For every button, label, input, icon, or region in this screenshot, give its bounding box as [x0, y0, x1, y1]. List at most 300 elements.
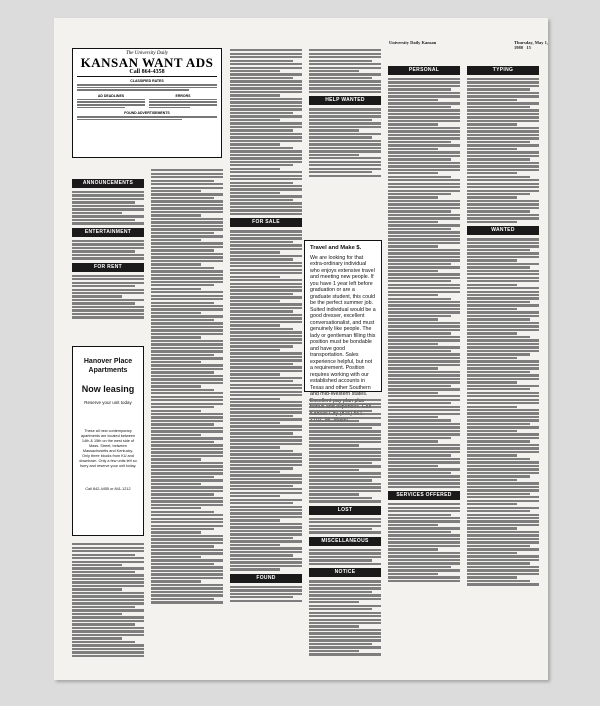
classified-text-line [72, 198, 144, 200]
classified-text-line [72, 278, 144, 280]
classified-text-line [230, 432, 293, 434]
classified-text-line [230, 289, 302, 291]
classified-text-line [388, 228, 451, 230]
classified-text-line [230, 460, 302, 462]
classified-text-line [151, 437, 223, 439]
classified-text-line [388, 304, 460, 306]
classified-text-line [309, 147, 381, 149]
classified-text-line [388, 186, 460, 188]
classified-text-line [230, 530, 302, 532]
classified-text-line [467, 517, 539, 519]
classified-text-line [230, 119, 280, 121]
classified-text-line [151, 538, 223, 540]
col2-listings [151, 168, 223, 605]
classified-text-line [151, 225, 223, 227]
classified-text-line [151, 207, 223, 209]
classified-text-line [151, 566, 223, 568]
classified-text-line [388, 301, 460, 303]
classified-text-line [230, 251, 280, 253]
classified-text-line [230, 439, 302, 441]
classified-text-line [309, 451, 381, 453]
classified-text-line [388, 545, 460, 547]
classified-text-line [467, 179, 539, 181]
classified-text-line [230, 91, 302, 93]
classified-text-line [388, 263, 451, 265]
classified-text-line [230, 488, 302, 490]
classified-text-line [388, 475, 460, 477]
classified-text-line [388, 548, 438, 550]
classified-text-line [151, 577, 223, 579]
classified-text-line [388, 106, 451, 108]
classified-text-line [151, 413, 223, 415]
section-found: FOUND [230, 574, 302, 583]
classified-text-line [230, 523, 302, 525]
classified-text-line [309, 646, 381, 648]
classified-text-line [467, 500, 539, 502]
classified-text-line [230, 262, 302, 264]
classified-text-line [388, 367, 438, 369]
classified-text-line [230, 241, 293, 243]
classified-text-line [467, 172, 517, 174]
classified-text-line [388, 413, 460, 415]
classified-text-line [388, 440, 438, 442]
classified-text-line [467, 346, 539, 348]
classified-text-line [467, 360, 539, 362]
classified-text-line [388, 444, 460, 446]
classified-text-line [388, 169, 460, 171]
classified-text-line [230, 464, 302, 466]
classified-text-line [151, 507, 201, 509]
classified-text-line [151, 270, 223, 272]
classified-text-line [388, 562, 460, 564]
classified-text-line [467, 210, 530, 212]
classified-text-line [230, 192, 280, 194]
classified-text-line [151, 378, 223, 380]
classified-text-line [388, 134, 460, 136]
classified-text-line [309, 653, 381, 655]
classified-text-line [72, 592, 144, 594]
classified-text-line [309, 525, 381, 527]
classified-text-line [72, 292, 144, 294]
classified-text-line [72, 595, 144, 597]
classified-text-line [388, 402, 451, 404]
classified-text-line [388, 329, 460, 331]
classified-text-line [467, 531, 539, 533]
classified-text-line [467, 106, 530, 108]
classified-text-line [230, 283, 302, 285]
classified-text-line [72, 240, 144, 242]
classified-text-line [388, 423, 460, 425]
classified-text-line [467, 315, 539, 317]
classified-text-line [72, 550, 144, 552]
classified-text-line [467, 402, 539, 404]
classified-text-line [151, 469, 223, 471]
classified-text-line [72, 247, 144, 249]
classified-text-line [388, 527, 460, 529]
classified-text-line [151, 200, 223, 202]
classified-text-line [309, 115, 381, 117]
classified-text-line [309, 126, 381, 128]
classified-text-line [230, 60, 293, 62]
classified-text-line [151, 389, 214, 391]
classified-text-line [230, 443, 302, 445]
classified-text-line [467, 534, 539, 536]
classified-text-line [467, 144, 539, 146]
classified-text-line [467, 249, 530, 251]
classified-text-line [72, 613, 122, 615]
classified-text-line [388, 406, 460, 408]
hanover-title: Hanover Place Apartments [83, 358, 133, 374]
classified-text-line [230, 408, 302, 410]
classified-text-line [388, 245, 438, 247]
classified-text-line [467, 190, 539, 192]
classified-text-line [388, 308, 460, 310]
classified-text-line [151, 549, 223, 551]
classified-text-line [388, 249, 460, 251]
classified-text-line [151, 173, 223, 175]
hanover-now-leasing: Now leasing [81, 384, 135, 394]
classified-text-line [72, 212, 122, 214]
classified-text-line [72, 599, 144, 601]
classified-text-line [388, 392, 438, 394]
classified-text-line [309, 612, 381, 614]
classified-text-line [467, 433, 539, 435]
classified-text-line [72, 581, 144, 583]
classified-text-line [467, 357, 517, 359]
classified-text-line [230, 321, 302, 323]
classified-text-line [388, 200, 460, 202]
classified-text-line [467, 514, 539, 516]
classified-text-line [388, 176, 451, 178]
classified-text-line [467, 203, 539, 205]
classified-text-line [467, 148, 517, 150]
classified-text-line [388, 576, 460, 578]
classified-text-line [388, 339, 460, 341]
classified-text-line [309, 500, 381, 502]
classified-text-line [388, 360, 460, 362]
classified-text-line [388, 165, 460, 167]
classified-text-line [309, 643, 372, 645]
masthead-university: The University Daily [126, 51, 168, 56]
classified-text-line [230, 418, 302, 420]
classified-text-line [467, 465, 539, 467]
classified-text-line [151, 448, 223, 450]
classified-text-line [388, 538, 460, 540]
classified-text-line [151, 343, 223, 345]
classified-text-line [151, 584, 223, 586]
section-entertainment: ENTERTAINMENT [72, 228, 144, 237]
classified-text-line [467, 109, 539, 111]
classified-text-line [309, 486, 381, 488]
classified-text-line [309, 559, 372, 561]
classified-text-line [388, 144, 460, 146]
classified-text-line [309, 448, 381, 450]
classified-text-line [72, 316, 144, 318]
classified-text-line [467, 381, 517, 383]
classified-text-line [467, 137, 539, 139]
classified-text-line [151, 458, 201, 460]
classified-text-line [388, 346, 460, 348]
classified-text-line [230, 108, 302, 110]
classified-text-line [230, 349, 280, 351]
classified-text-line [467, 291, 539, 293]
classified-text-line [230, 199, 293, 201]
classified-text-line [388, 343, 438, 345]
classified-text-line [309, 423, 381, 425]
classified-text-line [151, 521, 223, 523]
classified-text-line [467, 419, 539, 421]
classified-text-line [309, 119, 372, 121]
classified-text-line [309, 122, 381, 124]
classified-text-line [72, 623, 135, 625]
classified-text-line [151, 594, 223, 596]
classified-text-line [230, 154, 302, 156]
classified-text-line [309, 140, 381, 142]
classified-text-line [151, 465, 223, 467]
classified-text-line [151, 235, 223, 237]
classified-text-line [309, 619, 381, 621]
classified-text-line [72, 547, 144, 549]
classified-text-line [309, 497, 372, 499]
classified-text-line [230, 474, 302, 476]
classified-text-line [151, 239, 201, 241]
classified-text-line [151, 197, 214, 199]
classified-text-line [230, 209, 302, 211]
classified-text-line [467, 423, 530, 425]
classified-text-line [230, 161, 302, 163]
classified-text-line [309, 476, 381, 478]
classified-text-line [467, 252, 539, 254]
classified-text-line [467, 151, 539, 153]
classified-text-line [467, 545, 530, 547]
classified-text-line [388, 85, 460, 87]
classified-text-line [388, 113, 460, 115]
classified-text-line [151, 305, 223, 307]
classified-text-line [72, 313, 144, 315]
classified-text-line [467, 127, 539, 129]
hanover-place-ad [72, 346, 144, 536]
classified-text-line [72, 306, 144, 308]
classified-text-line [388, 266, 460, 268]
rates-table [77, 84, 217, 91]
classified-text-line [230, 422, 280, 424]
classified-text-line [467, 520, 539, 522]
classified-text-line [230, 234, 302, 236]
classified-text-line [388, 120, 460, 122]
classified-text-line [309, 77, 372, 79]
classified-text-line [151, 347, 223, 349]
classified-text-line [230, 140, 302, 142]
classified-text-line [467, 399, 539, 401]
section-personal: PERSONAL [388, 66, 460, 75]
classified-text-line [72, 250, 135, 252]
classified-text-line [467, 200, 539, 202]
classified-text-line [388, 193, 451, 195]
section-help-wanted: HELP WANTED [309, 96, 381, 105]
classified-text-line [309, 80, 381, 82]
classified-text-line [309, 605, 381, 607]
classified-text-line [230, 492, 302, 494]
classified-text-line [467, 116, 539, 118]
classified-text-line [309, 129, 359, 131]
classified-text-line [230, 310, 293, 312]
classified-text-line [467, 196, 517, 198]
classified-text-line [230, 551, 302, 553]
classified-text-line [72, 543, 144, 545]
section-lost: LOST [309, 506, 381, 515]
classified-text-line [467, 308, 517, 310]
classified-text-line [151, 420, 223, 422]
classified-text-line [151, 392, 223, 394]
classified-text-line [151, 587, 223, 589]
classified-text-line [151, 232, 214, 234]
classified-text-line [467, 186, 539, 188]
classified-text-line [151, 263, 201, 265]
classified-text-line [230, 168, 280, 170]
classified-text-line [467, 510, 530, 512]
classified-text-line [230, 366, 302, 368]
classified-text-line [467, 388, 530, 390]
classified-text-line [230, 384, 302, 386]
classified-text-line [230, 387, 302, 389]
classified-text-line [151, 472, 223, 474]
classified-text-line [388, 207, 460, 209]
classified-text-line [388, 503, 460, 505]
classified-text-line [388, 472, 451, 474]
classified-text-line [230, 404, 302, 406]
classified-text-line [230, 533, 302, 535]
classified-text-line [388, 371, 460, 373]
hanover-reserve: Reserve your unit today [84, 400, 132, 405]
classified-text-line [467, 475, 530, 477]
classified-text-line [230, 457, 302, 459]
classified-text-line [72, 588, 122, 590]
classified-text-line [72, 651, 144, 653]
classified-text-line [467, 503, 517, 505]
classified-text-line [230, 279, 302, 281]
section-announcements: ANNOUNCEMENTS [72, 179, 144, 188]
classified-text-line [467, 238, 539, 240]
classified-text-line [309, 598, 381, 600]
classified-text-line [230, 230, 302, 232]
classified-text-line [230, 272, 302, 274]
section-for-sale: FOR SALE [230, 218, 302, 227]
classified-text-line [309, 157, 381, 159]
classified-text-line [151, 291, 223, 293]
classified-text-line [467, 486, 539, 488]
classified-text-line [467, 207, 539, 209]
classified-text-line [388, 294, 438, 296]
classified-text-line [151, 455, 223, 457]
classified-text-line [467, 437, 539, 439]
col1-bottom-listings [72, 542, 144, 658]
col5-listings [388, 63, 460, 583]
classified-text-line [230, 453, 302, 455]
classified-text-line [388, 479, 460, 481]
classified-text-line [467, 479, 517, 481]
classified-text-line [388, 151, 460, 153]
classified-text-line [388, 534, 460, 536]
classified-text-line [388, 270, 438, 272]
classified-text-line [230, 244, 302, 246]
classified-text-line [388, 559, 460, 561]
classified-text-line [467, 493, 530, 495]
classified-text-line [467, 555, 539, 557]
classified-text-line [388, 280, 451, 282]
classified-text-line [72, 215, 144, 217]
classified-text-line [309, 91, 381, 93]
classified-text-line [309, 455, 381, 457]
classified-text-line [230, 269, 302, 271]
classified-text-line [230, 101, 302, 103]
classified-text-line [309, 632, 381, 634]
classified-text-line [388, 332, 451, 334]
classified-text-line [230, 150, 302, 152]
classified-text-line [151, 591, 223, 593]
classified-text-line [309, 403, 381, 405]
classified-text-line [151, 444, 223, 446]
section-services-offered: SERVICES OFFERED [388, 491, 460, 500]
classified-text-line [467, 440, 530, 442]
classified-text-line [230, 126, 302, 128]
classified-text-line [309, 108, 381, 110]
classified-text-line [309, 650, 359, 652]
classified-text-line [388, 580, 460, 582]
classified-text-line [151, 483, 201, 485]
classified-text-line [151, 385, 201, 387]
classified-text-line [230, 237, 302, 239]
classified-text-line [230, 596, 293, 598]
classified-text-line [467, 573, 539, 575]
classified-text-line [72, 289, 144, 291]
classified-text-line [388, 541, 460, 543]
classified-text-line [72, 616, 144, 618]
classified-text-line [467, 548, 539, 550]
classified-text-line [151, 228, 223, 230]
classified-text-line [388, 214, 460, 216]
classified-text-line [467, 339, 539, 341]
classified-text-line [151, 486, 223, 488]
classified-text-line [230, 265, 302, 267]
masthead-title: KANSAN WANT ADS [80, 55, 214, 70]
classified-text-line [467, 242, 539, 244]
classified-text-line [151, 267, 214, 269]
classified-text-line [72, 585, 144, 587]
classified-text-line [309, 518, 381, 520]
classified-text-line [388, 465, 438, 467]
classified-text-line [388, 364, 460, 366]
classified-text-line [309, 601, 359, 603]
classified-text-line [151, 427, 223, 429]
classified-text-line [151, 218, 223, 220]
classified-text-line [151, 434, 201, 436]
classified-text-line [467, 367, 539, 369]
classified-text-line [467, 458, 530, 460]
classified-text-line [230, 276, 280, 278]
classified-text-line [309, 150, 381, 152]
classified-text-line [230, 87, 302, 89]
classified-text-line [467, 412, 539, 414]
classified-text-line [230, 171, 302, 173]
classified-text-line [230, 303, 302, 305]
classified-text-line [467, 134, 539, 136]
classified-text-line [151, 375, 223, 377]
classified-text-line [467, 120, 539, 122]
classified-text-line [467, 176, 530, 178]
classified-text-line [388, 461, 460, 463]
classified-text-line [230, 49, 302, 51]
classified-text-line [388, 148, 438, 150]
